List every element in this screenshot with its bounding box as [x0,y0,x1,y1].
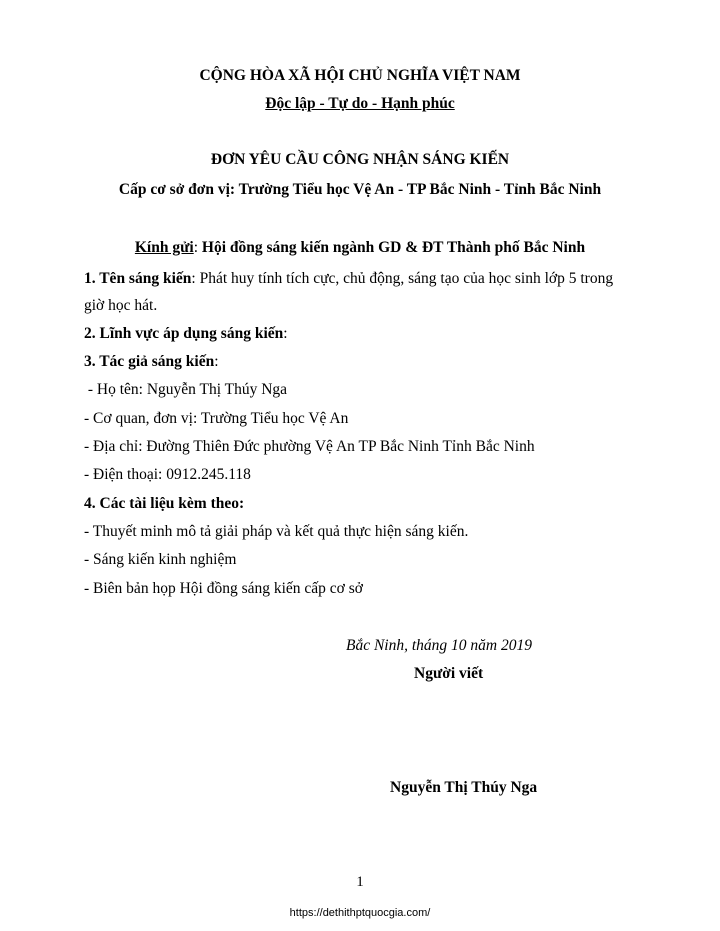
signature-role: Người viết [414,665,484,682]
attachment-item: - Thuyết minh mô tả giải pháp và kết quả thực hiện sáng kiến. [84,523,469,540]
section-4-label: 4. Các tài liệu kèm theo: [84,495,245,512]
motto-heading: Độc lập - Tự do - Hạnh phúc [265,95,455,112]
recipient-sep: : [193,239,199,256]
recipient-line [60,238,660,258]
recipient-value: Hội đồng sáng kiến ngành GD & ĐT Thành phố Bắc Ninh [198,239,586,256]
section-1-continuation: giờ học hát. [84,297,158,314]
document-title: ĐƠN YÊU CẦU CÔNG NHẬN SÁNG KIẾN [210,151,510,168]
section-1-line [84,269,660,289]
attachment-item: - Sáng kiến kinh nghiệm [84,551,237,568]
author-name: - Họ tên: Nguyễn Thị Thúy Nga [84,381,288,398]
signature-name: Nguyễn Thị Thúy Nga [390,779,538,796]
section-2-line [84,324,660,344]
author-phone: - Điện thoại: 0912.245.118 [84,466,251,483]
section-2-colon: : [283,325,288,342]
section-2-label: 2. Lĩnh vực áp dụng sáng kiến [84,325,284,342]
recipient-label: Kính gửi [134,239,194,256]
footer-url: https://dethithptquocgia.com/ [289,907,431,919]
section-3-colon: : [214,353,219,370]
section-1-label: 1. Tên sáng kiến [84,270,192,287]
section-3-line [84,352,660,372]
author-agency: - Cơ quan, đơn vị: Trường Tiểu học Vệ An [84,410,349,427]
section-1-value: : Phát huy tính tích cực, chủ động, sáng tạo của học sinh lớp 5 trong [191,270,614,287]
nation-heading: CỘNG HÒA XÃ HỘI CHỦ NGHĨA VIỆT NAM [199,67,521,84]
attachment-item: - Biên bản họp Hội đồng sáng kiến cấp cơ sở [84,580,363,597]
author-address: - Địa chỉ: Đường Thiên Đức phường Vệ An TP Bắc Ninh Tỉnh Bắc Ninh [84,438,535,455]
signature-date: Bắc Ninh, tháng 10 năm 2019 [346,637,532,654]
section-3-label: 3. Tác giả sáng kiến [84,353,215,370]
page-number: 1 [356,874,364,890]
document-subtitle: Cấp cơ sở đơn vị: Trường Tiểu học Vệ An - TP Bắc Ninh - Tỉnh Bắc Ninh [118,181,602,198]
